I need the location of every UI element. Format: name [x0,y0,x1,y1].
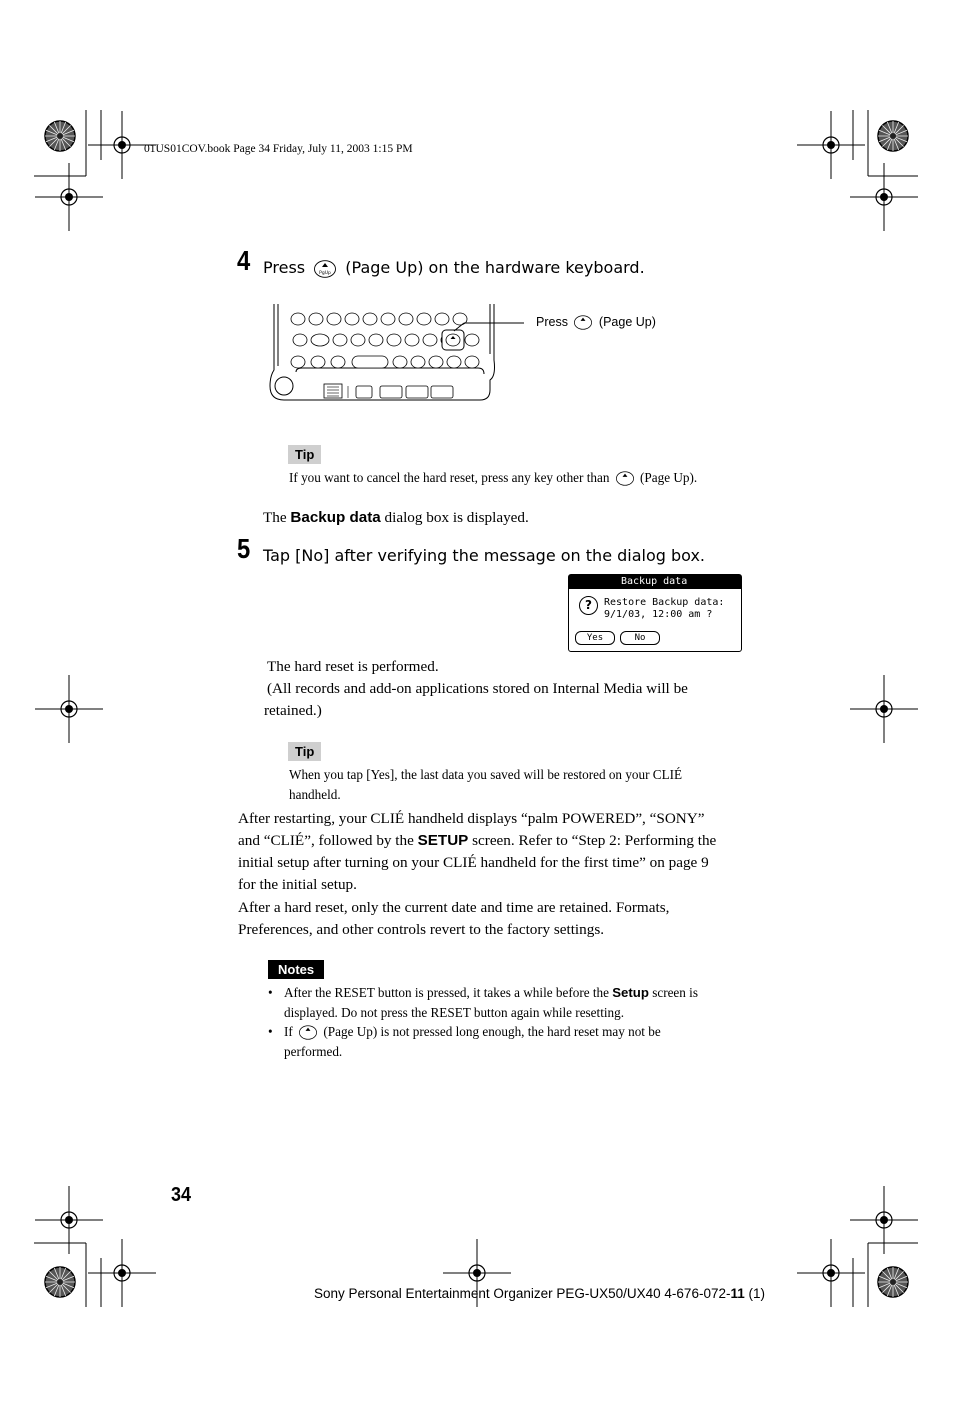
dialog-title: Backup data [621,576,688,587]
backup-data-dialog [568,574,742,652]
dialog-no-button[interactable]: No [620,631,660,645]
dialog-message-line-1: Restore Backup data: [604,597,725,608]
step-4-instruction: Press PgUp (Page Up) on the hardware keyboard. [263,258,645,277]
page-up-key-icon [314,260,336,278]
step-number: 4 [237,245,251,276]
footer-product-line: Sony Personal Entertainment Organizer PEG-UX50/UX40 4-676-072-11 (1) [314,1286,765,1301]
tip-badge: Tip [288,446,321,464]
page-up-callout: Press (Page Up) [536,315,656,329]
dialog-message-line-2: 9/1/03, 12:00 am ? [604,609,713,620]
list-item: • After the RESET button is pressed, it takes a while before the Setup screen is displayed. Do not press the RESET button again while resetting. [268,985,698,1020]
tip-restore-text: When you tap [Yes], the last data you saved will be restored on your CLIÉ handheld. [289,767,683,802]
list-item: • If (Page Up) is not pressed long enough, the hard reset may not be performed. [268,1024,661,1059]
hardware-keyboard-illustration [268,302,530,404]
dialog-yes-button[interactable]: Yes [575,631,615,645]
page-up-key-icon [574,315,592,330]
step-5-instruction: Tap [No] after verifying the message on the dialog box. [263,546,706,565]
book-header-line: 01US01COV.book Page 34 Friday, July 11, 2003 1:15 PM [144,143,413,155]
page-up-key-label: PgUp [319,270,332,276]
step-number: 5 [237,533,251,564]
page-up-key-icon [616,471,634,486]
notes-list [268,983,748,1061]
tip-cancel-text: If you want to cancel the hard reset, press any key other than (Page Up). [289,470,698,485]
notes-badge: Notes [268,961,324,979]
page-up-key-icon [299,1025,317,1040]
question-icon: ? [579,596,598,615]
page-number: 34 [171,1184,192,1206]
backup-dialog-note: The Backup data dialog box is displayed. [263,509,529,526]
tip-badge: Tip [288,743,321,761]
after-restart-paragraph: After restarting, your CLIÉ handheld displays “palm POWERED”, “SONY” and “CLIÉ”, followed by the SETUP screen. Refer to “Step 2: Performing the initial setup after turning on your CLIÉ handheld for the first time” on page 9 for the initial setup. After a hard reset, only the current date and time are retained. Formats, Preferences, and other controls revert to the factory settings. [238,810,717,938]
hard-reset-paragraph: The hard reset is performed. (All records and add-on applications stored on Internal Media will be retained.) [264,658,688,719]
